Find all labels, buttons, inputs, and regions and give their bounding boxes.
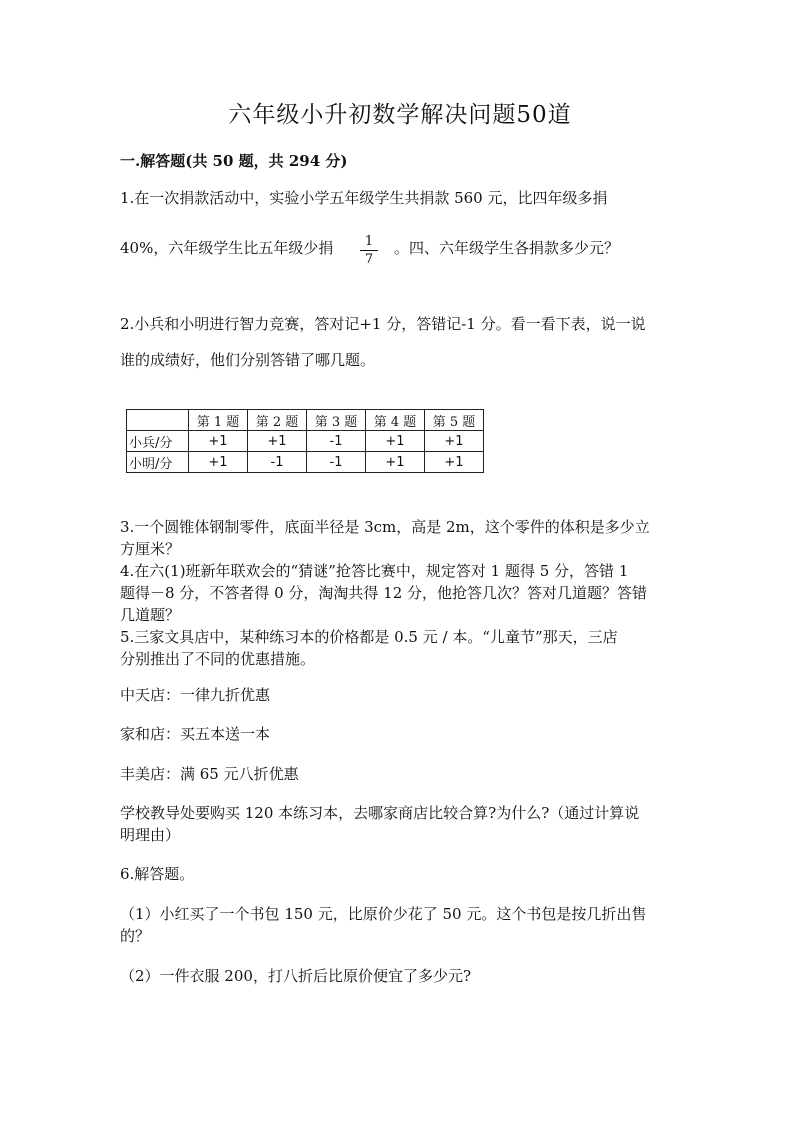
question-4-line-2: 题得－8 分，不答者得 0 分，淘淘共得 12 分，他抢答几次？答对几道题？答错 — [120, 584, 648, 602]
question-6-sub2: （2）一件衣服 200，打八折后比原价便宜了多少元? — [120, 967, 471, 985]
question-2-line-2: 谁的成绩好，他们分别答错了哪几题。 — [120, 351, 376, 369]
fraction-denominator: 7 — [364, 252, 374, 267]
score-cell: +1 — [189, 452, 248, 473]
question-6-sub1-line-1: （1）小红买了一个书包 150 元，比原价少花了 50 元。这个书包是按几折出售 — [120, 905, 647, 923]
score-cell: -1 — [307, 431, 366, 452]
question-6-heading: 6.解答题。 — [120, 865, 195, 883]
page-title: 六年级小升初数学解决问题50道 — [228, 102, 572, 128]
question-1-line-1: 1.在一次捐款活动中，实验小学五年级学生共捐款 560 元，比四年级多捐 — [120, 189, 608, 207]
score-table-header-q4: 第 4 题 — [366, 410, 425, 431]
score-table-header-q3: 第 3 题 — [307, 410, 366, 431]
score-cell: +1 — [366, 452, 425, 473]
table-row — [127, 452, 484, 473]
question-2-line-1: 2.小兵和小明进行智力竞赛，答对记+1 分，答错记-1 分。看一看下表，说一说 — [120, 315, 646, 333]
table-row — [127, 431, 484, 452]
score-table — [126, 409, 484, 473]
score-table-header-q1: 第 1 题 — [189, 410, 248, 431]
question-5-line-1: 5.三家文具店中，某种练习本的价格都是 0.5 元 / 本。“儿童节”那天，三店 — [120, 628, 618, 646]
question-5-ask-line-2: 明理由） — [120, 826, 181, 844]
fraction-numerator: 1 — [364, 234, 374, 249]
score-cell: -1 — [248, 452, 307, 473]
store-jiahe: 家和店：买五本送一本 — [120, 725, 271, 743]
question-5-line-2: 分别推出了不同的优惠措施。 — [120, 650, 316, 668]
fraction-bar — [360, 250, 378, 251]
question-1-line-2a: 40%，六年级学生比五年级少捐 — [120, 239, 334, 257]
score-cell: -1 — [307, 452, 366, 473]
question-5-ask-line-1: 学校教导处要购买 120 本练习本，去哪家商店比较合算?为什么?（通过计算说 — [120, 804, 640, 822]
question-6-sub1-line-2: 的？ — [120, 927, 151, 945]
score-cell: +1 — [189, 431, 248, 452]
score-table-header-q2: 第 2 题 — [248, 410, 307, 431]
score-cell: +1 — [425, 431, 484, 452]
question-4-line-3: 几道题？ — [120, 606, 181, 624]
score-table-header-row — [127, 410, 484, 431]
fraction-one-seventh — [360, 234, 378, 267]
question-1-line-2b: 。四、六年级学生各捐款多少元？ — [394, 239, 620, 257]
question-3-line-2: 方厘米？ — [120, 540, 181, 558]
section-heading: 一.解答题(共 50 题，共 294 分) — [120, 152, 348, 170]
score-table-header-q5: 第 5 题 — [425, 410, 484, 431]
row-label-xiaobing: 小兵/分 — [127, 431, 189, 452]
store-zhongtian: 中天店：一律九折优惠 — [120, 686, 271, 704]
score-cell: +1 — [248, 431, 307, 452]
score-table-corner — [127, 410, 189, 431]
score-cell: +1 — [425, 452, 484, 473]
score-cell: +1 — [366, 431, 425, 452]
store-fengmei: 丰美店：满 65 元八折优惠 — [120, 765, 299, 783]
question-4-line-1: 4.在六(1)班新年联欢会的“猜谜”抢答比赛中，规定答对 1 题得 5 分，答错 1 — [120, 562, 629, 580]
row-label-xiaoming: 小明/分 — [127, 452, 189, 473]
question-3-line-1: 3.一个圆锥体钢制零件，底面半径是 3cm，高是 2m，这个零件的体积是多少立 — [120, 518, 650, 536]
